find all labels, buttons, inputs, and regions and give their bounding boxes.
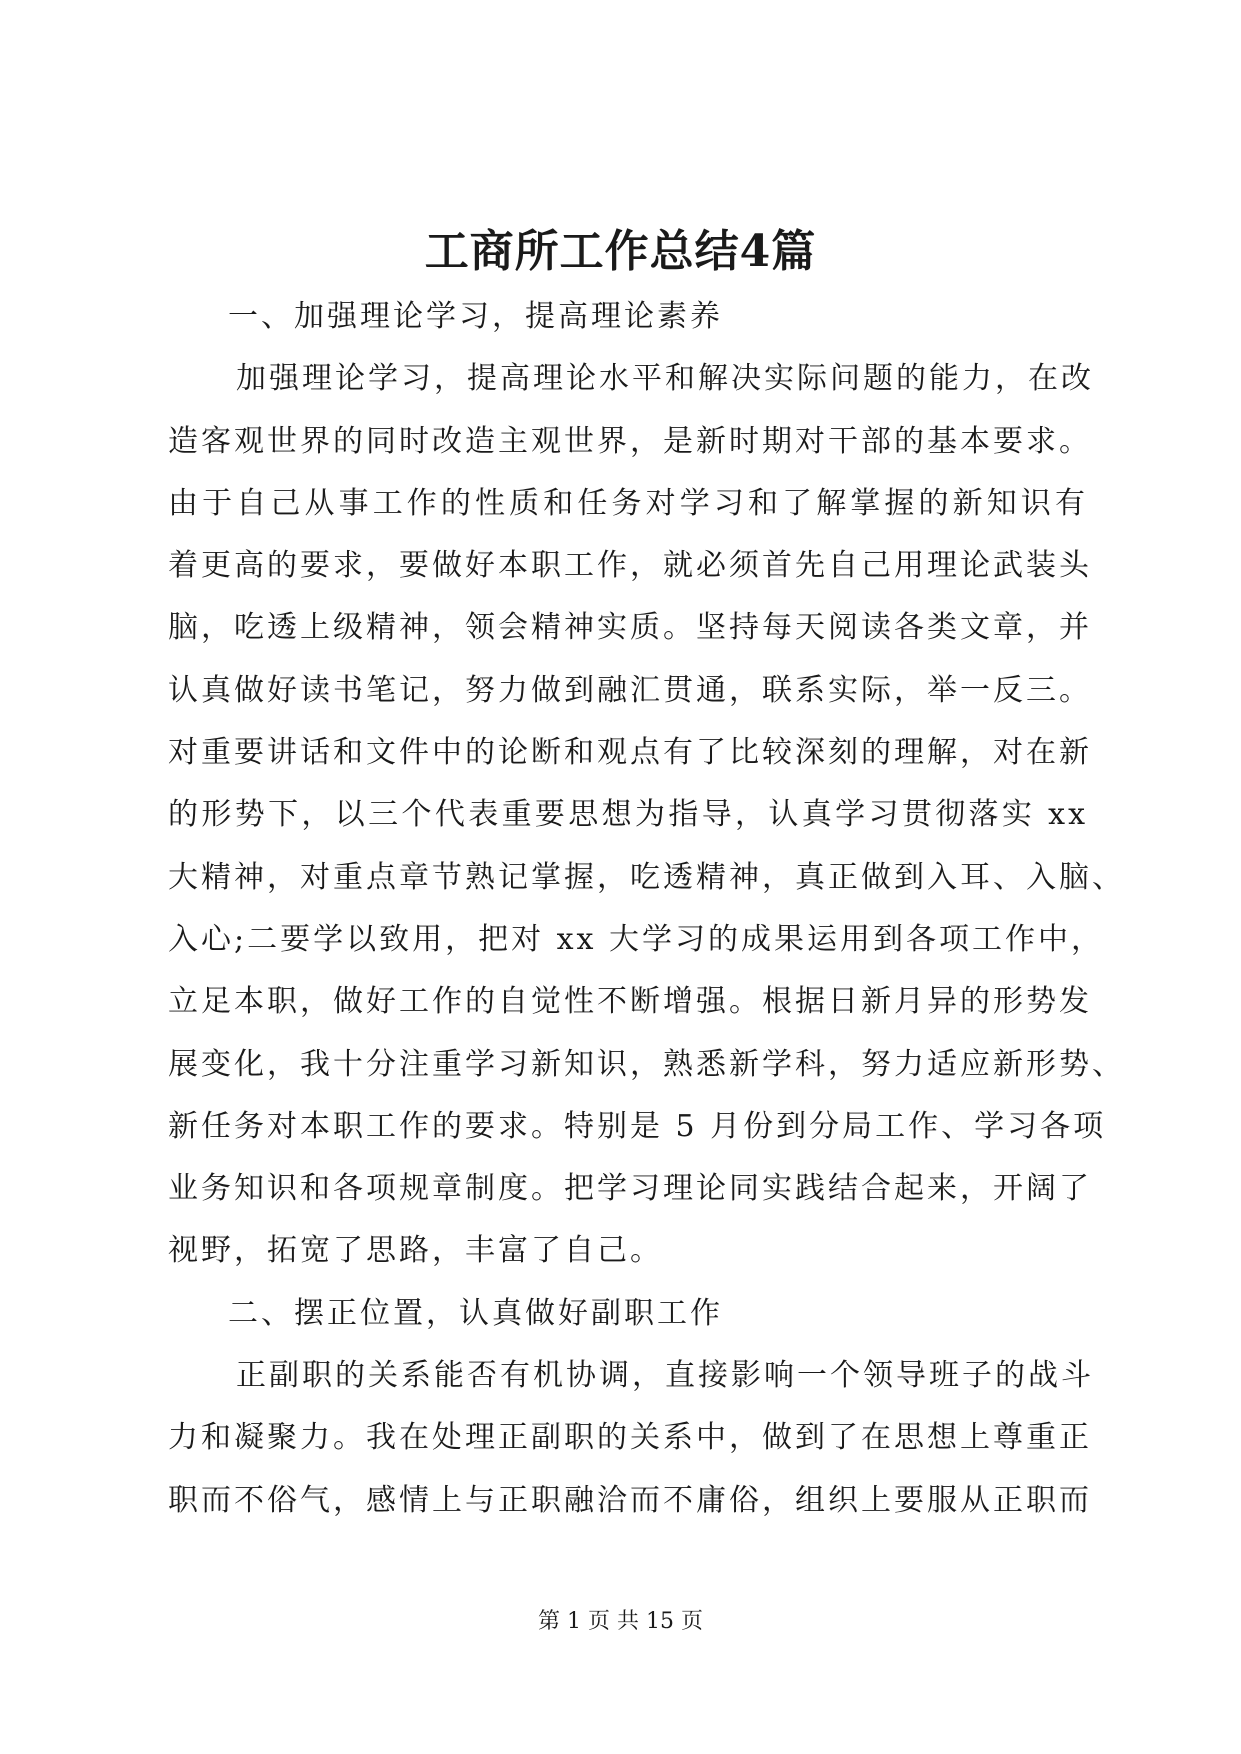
paragraph-line: 由于自己从事工作的性质和任务对学习和了解掌握的新知识有	[168, 485, 1088, 521]
paragraph-line: 正副职的关系能否有机协调，直接影响一个领导班子的战斗	[236, 1358, 1094, 1394]
paragraph-line: 力和凝聚力。我在处理正副职的关系中，做到了在思想上尊重正	[168, 1420, 1092, 1456]
paragraph-line: 展变化，我十分注重学习新知识，熟悉新学科，努力适应新形势、	[168, 1046, 1125, 1082]
section-heading-2: 二、摆正位置，认真做好副职工作	[228, 1295, 723, 1331]
paragraph-line: 入心;二要学以致用，把对 xx 大学习的成果运用到各项工作中，	[168, 921, 1105, 957]
document-body	[168, 286, 1125, 1532]
section-heading-1: 一、加强理论学习，提高理论素养	[228, 299, 723, 334]
paragraph-line: 造客观世界的同时改造主观世界，是新时期对干部的基本要求。	[168, 423, 1092, 459]
paragraph-line: 新任务对本职工作的要求。特别是 5 月份到分局工作、学习各项	[168, 1108, 1107, 1144]
paragraph-2	[168, 1345, 1094, 1532]
paragraph-1	[168, 348, 1125, 1282]
paragraph-line: 的形势下，以三个代表重要思想为指导，认真学习贯彻落实 xx	[168, 797, 1088, 833]
paragraph-line: 业务知识和各项规章制度。把学习理论同实践结合起来，开阔了	[168, 1171, 1092, 1207]
paragraph-line: 着更高的要求，要做好本职工作，就必须首先自己用理论武装头	[168, 548, 1092, 584]
paragraph-line: 大精神，对重点章节熟记掌握，吃透精神，真正做到入耳、入脑、	[168, 859, 1125, 895]
paragraph-line: 对重要讲话和文件中的论断和观点有了比较深刻的理解，对在新	[168, 735, 1092, 771]
paragraph-line: 脑，吃透上级精神，领会精神实质。坚持每天阅读各类文章，并	[168, 610, 1092, 646]
paragraph-line: 加强理论学习，提高理论水平和解决实际问题的能力，在改	[236, 361, 1094, 397]
paragraph-line: 视野，拓宽了思路，丰富了自己。	[168, 1233, 663, 1269]
page-number-footer: 第 1 页 共 15 页	[538, 1609, 703, 1634]
document-title: 工商所工作总结4篇	[424, 226, 817, 277]
paragraph-line: 立足本职，做好工作的自觉性不断增强。根据日新月异的形势发	[168, 984, 1092, 1020]
paragraph-line: 认真做好读书笔记，努力做到融汇贯通，联系实际，举一反三。	[168, 672, 1092, 708]
paragraph-line: 职而不俗气，感情上与正职融洽而不庸俗，组织上要服从正职而	[168, 1482, 1092, 1518]
